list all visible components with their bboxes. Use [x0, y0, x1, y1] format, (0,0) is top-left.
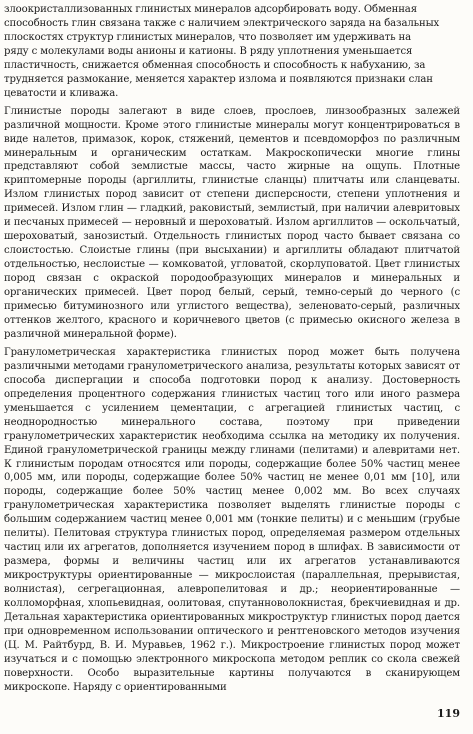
paragraph-granulometry: Гранулометрическая характеристика глинистых пород может быть получена различными методами гранулометрического анализа, результаты которых зависят от способа диспергации и способа подготовки пород к анализу. Достоверность определения процентного содержания глинистых частиц того или иного размера уменьшается с усилением цементации, с агрегацией глинистых частиц, с неоднородностью минерального состава, поэтому при приведении гранулометрических характеристик необходима ссылка на методику их получения. Единой гранулометрической границы между глинами (пелитами) и алевритами нет. К глинистым породам относятся или породы, содержащие более 50% частиц менее 0,005 мм, или породы, содержащие более 50% частиц не менее 0,01 мм [10], или породы, содержащие более 50% частиц менее 0,002 мм. Во всех случаях гранулометрическая характеристика позволяет выделять глинистые породы с большим содержанием частиц менее 0,001 мм (тонкие пелиты) и с меньшим (грубые пелиты). Пелитовая структура глинистых пород, определяемая размером отдельных частиц или их агрегатов, дополняется изучением пород в шлифах. В зависимости от размера, формы и величины частиц или их агрегатов устанавливаются микроструктуры ориентированные — микрослоистая (параллельная, прерывистая, волнистая), сегрегационная, алевропелитовая и др.; неориентированные — колломорфная, хлопьевидная, оолитовая, спутанноволокнистая, брекчиевидная и др. Детальная характеристика ориентированных микроструктур глинистых пород дается при одновременном использовании оптического и рентгеновского методов изучения (Ц. М. Райтбурд, В. И. Муравьев, 1962 г.). Микростроение глинистых пород может изучаться и с помощью электронного микроскопа методом реплик со скола свежей поверхности. Особо выразительные картины получаются в сканирующем микроскопе. Наряду с ориентированными	[4, 346, 460, 693]
text-line: ряду с молекулами воды анионы и катионы. В ряду уплотнения уменьшается	[4, 45, 413, 57]
text-line: способность глин связана также с наличием электрического заряда на базальных	[4, 17, 440, 29]
paragraph-clay-properties	[4, 3, 460, 101]
page-number: 119	[437, 707, 460, 720]
text-line: плоскостях структур глинистых минералов, что позволяет им удерживать на	[4, 31, 412, 43]
text-line: злоокристаллизованных глинистых минералов адсорбировать воду. Обменная	[4, 4, 417, 15]
book-page	[4, 3, 460, 731]
paragraph-clay-occurrence: Глинистые породы залегают в виде слоев, прослоев, линзообразных залежей различной мощности. Кроме этого глинистые минералы могут концентрироваться в виде налетов, примазок, корок, стяжений, цементов и псевдоморфоз по различным минеральным и органическим остаткам. Макроскопически многие глины представляют собой землистые массы, часто жирные на ощупь. Плотные криптомерные породы (аргиллиты, глинистые сланцы) плитчаты или сланцеваты. Излом глинистых пород зависит от степени дисперсности, степени уплотнения и примесей. Излом глин — гладкий, раковистый, землистый, при наличии алевритовых и песчаных примесей — неровный и шероховатый. Излом аргиллитов — оскольчатый, шероховатый, занозистый. Отдельность глинистых пород часто бывает связана со слоистостью. Слоистые глины (при высыхании) и аргиллиты обладают плитчатой отдельностью, неслоистые — комковатой, угловатой, скорлуповатой. Цвет глинистых пород связан с окраской породообразующих минералов и минеральных и органических примесей. Цвет пород белый, серый, темно-серый до черного (с примесью битуминозного или углистого вещества), зеленовато-серый, различных оттенков желтого, красного и коричневого цветов (с примесью окисного железа в различной минеральной форме).	[4, 105, 460, 340]
text-line: пластичность, снижается обменная способность и способность к набуханию, за	[4, 59, 426, 71]
text-line: цеватости и кливажа.	[4, 87, 119, 99]
page-body	[4, 3, 460, 695]
text-line: трудняется размокание, меняется характер излома и появляются признаки слан	[4, 73, 433, 85]
